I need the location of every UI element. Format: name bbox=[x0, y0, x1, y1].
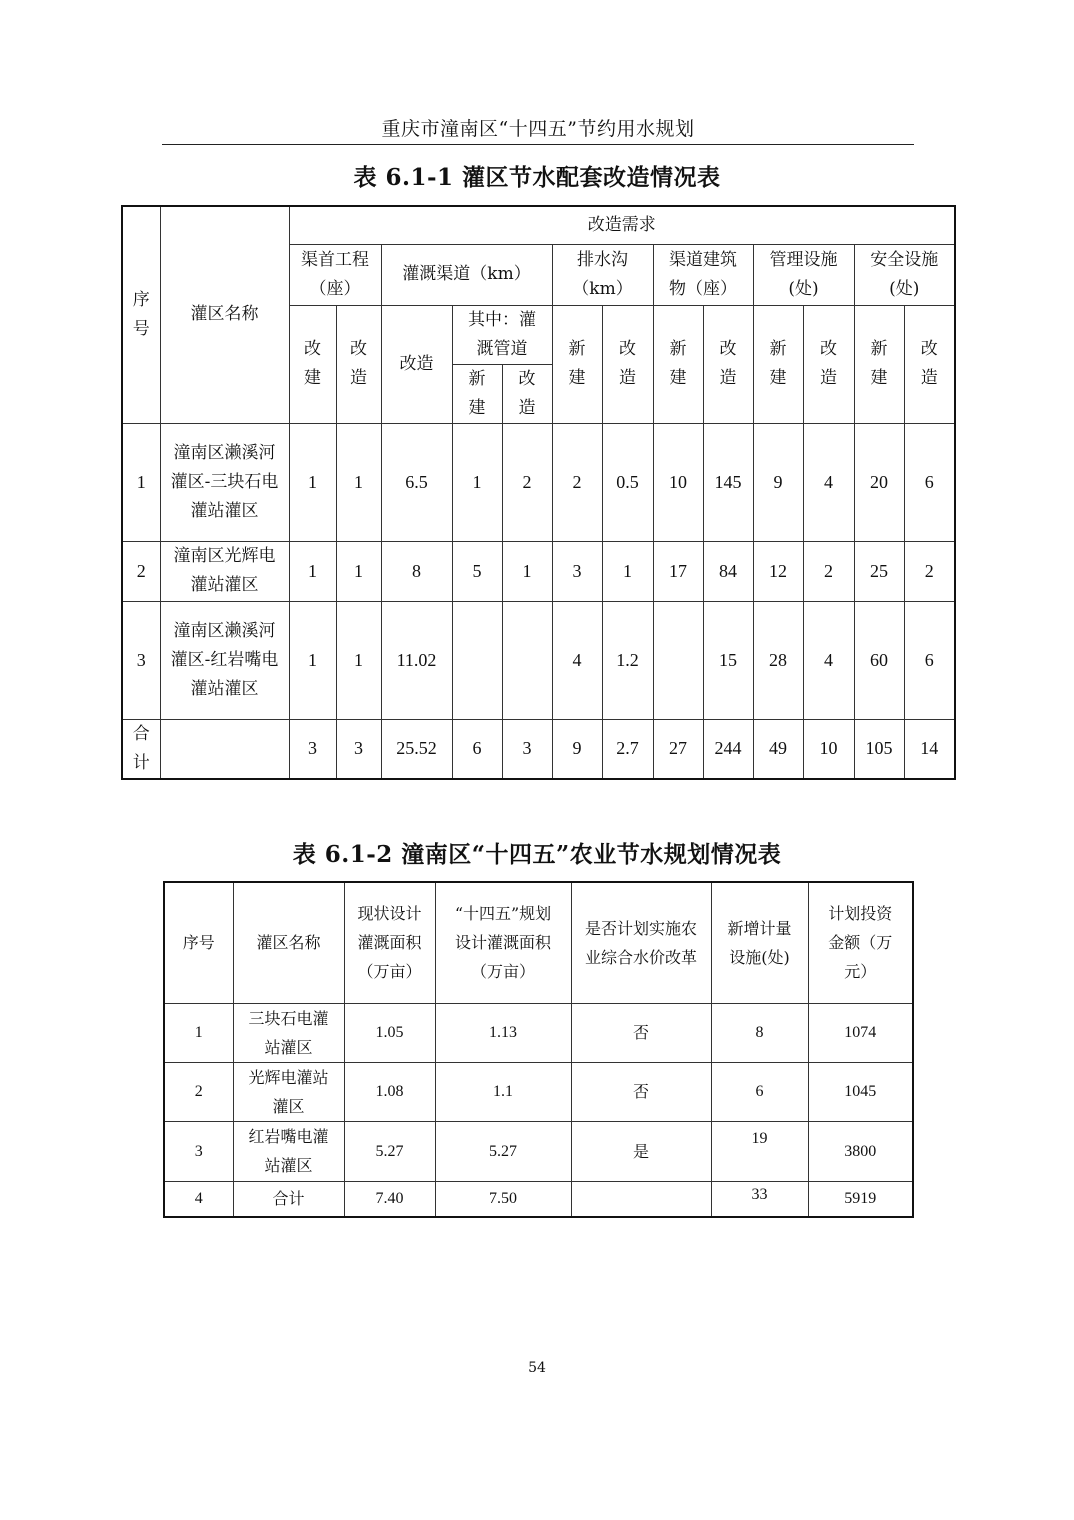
cell: 否 bbox=[571, 1062, 711, 1121]
cell: 84 bbox=[703, 541, 753, 601]
header-mgmt: 管理设施(处) bbox=[753, 244, 854, 305]
cell: 3 bbox=[552, 541, 602, 601]
table-row bbox=[122, 541, 955, 601]
header-drain-new: 新建 bbox=[552, 305, 602, 423]
header-name: 灌区名称 bbox=[160, 206, 289, 423]
document-header-title: 重庆市潼南区“十四五”节约用水规划 bbox=[381, 118, 695, 140]
t2-header-investment: 计划投资金额（万元） bbox=[808, 882, 913, 1003]
cell: 1 bbox=[336, 541, 381, 601]
cell: 10 bbox=[653, 423, 703, 541]
cell: 7.40 bbox=[344, 1181, 435, 1217]
cell: 1 bbox=[336, 423, 381, 541]
agri-water-saving-table bbox=[163, 881, 914, 1218]
cell: 11.02 bbox=[381, 601, 452, 719]
cell bbox=[452, 601, 502, 719]
cell: 2.7 bbox=[602, 719, 653, 779]
cell: 3 bbox=[336, 719, 381, 779]
cell: 4 bbox=[803, 601, 854, 719]
header-demand: 改造需求 bbox=[289, 206, 955, 244]
cell: 244 bbox=[703, 719, 753, 779]
row-name: 潼南区濑溪河灌区-三块石电灌站灌区 bbox=[160, 423, 289, 541]
header-pipe-new: 新建 bbox=[452, 364, 502, 423]
header-rule bbox=[162, 144, 914, 145]
page-number: 54 bbox=[528, 1360, 546, 1376]
cell: 5 bbox=[452, 541, 502, 601]
header-mgmt-new: 新建 bbox=[753, 305, 803, 423]
header-seq: 序号 bbox=[122, 206, 160, 423]
cell: 6 bbox=[452, 719, 502, 779]
header-canal: 灌溉渠道（km） bbox=[381, 244, 552, 305]
cell: 1 bbox=[289, 601, 336, 719]
cell: 是 bbox=[571, 1121, 711, 1181]
header-pipe: 其中：灌溉管道 bbox=[452, 305, 552, 364]
row-seq: 3 bbox=[122, 601, 160, 719]
t2-header-seq: 序号 bbox=[164, 882, 233, 1003]
row-name: 潼南区濑溪河灌区-红岩嘴电灌站灌区 bbox=[160, 601, 289, 719]
cell: 1 bbox=[336, 601, 381, 719]
header-building-renovate: 改造 bbox=[703, 305, 753, 423]
cell: 三块石电灌站灌区 bbox=[233, 1003, 344, 1062]
table-row bbox=[164, 1121, 913, 1181]
cell: 1.1 bbox=[435, 1062, 571, 1121]
table-row-total bbox=[164, 1181, 913, 1217]
cell: 28 bbox=[753, 601, 803, 719]
cell: 6.5 bbox=[381, 423, 452, 541]
cell: 4 bbox=[164, 1181, 233, 1217]
t2-header-name: 灌区名称 bbox=[233, 882, 344, 1003]
table-row-total bbox=[122, 719, 955, 779]
cell: 1 bbox=[452, 423, 502, 541]
t2-header-planned-area: “十四五”规划设计灌溉面积（万亩） bbox=[435, 882, 571, 1003]
header-headworks-renovate: 改造 bbox=[336, 305, 381, 423]
cell: 25.52 bbox=[381, 719, 452, 779]
table-row bbox=[164, 1003, 913, 1062]
table2-caption: 表 6.1-2 潼南区“十四五”农业节水规划情况表 bbox=[292, 841, 782, 868]
cell: 7.50 bbox=[435, 1181, 571, 1217]
cell: 2 bbox=[552, 423, 602, 541]
cell: 105 bbox=[854, 719, 904, 779]
cell: 8 bbox=[381, 541, 452, 601]
cell: 4 bbox=[552, 601, 602, 719]
header-safety-renovate: 改造 bbox=[904, 305, 955, 423]
cell: 5.27 bbox=[344, 1121, 435, 1181]
cell: 14 bbox=[904, 719, 955, 779]
header-headworks-renovate-alt: 改建 bbox=[289, 305, 336, 423]
cell: 1 bbox=[164, 1003, 233, 1062]
cell: 1 bbox=[502, 541, 552, 601]
cell: 3800 bbox=[808, 1121, 913, 1181]
cell: 33 bbox=[711, 1181, 808, 1217]
table-row bbox=[164, 1062, 913, 1121]
row-name bbox=[160, 719, 289, 779]
cell: 1.05 bbox=[344, 1003, 435, 1062]
row-seq: 1 bbox=[122, 423, 160, 541]
header-building-new: 新建 bbox=[653, 305, 703, 423]
cell: 49 bbox=[753, 719, 803, 779]
row-name: 潼南区光辉电灌站灌区 bbox=[160, 541, 289, 601]
cell: 10 bbox=[803, 719, 854, 779]
cell bbox=[502, 601, 552, 719]
cell: 19 bbox=[711, 1121, 808, 1181]
cell: 8 bbox=[711, 1003, 808, 1062]
cell: 9 bbox=[552, 719, 602, 779]
header-building: 渠道建筑物（座） bbox=[653, 244, 753, 305]
header-headworks: 渠首工程（座） bbox=[289, 244, 381, 305]
cell: 6 bbox=[904, 601, 955, 719]
cell: 15 bbox=[703, 601, 753, 719]
cell: 1 bbox=[289, 541, 336, 601]
table-row bbox=[122, 423, 955, 541]
cell: 20 bbox=[854, 423, 904, 541]
table1-caption: 表 6.1-1 灌区节水配套改造情况表 bbox=[353, 164, 721, 191]
cell: 2 bbox=[904, 541, 955, 601]
cell: 145 bbox=[703, 423, 753, 541]
cell: 红岩嘴电灌站灌区 bbox=[233, 1121, 344, 1181]
header-canal-renovate: 改造 bbox=[381, 305, 452, 423]
cell: 5919 bbox=[808, 1181, 913, 1217]
row-seq: 2 bbox=[122, 541, 160, 601]
cell: 1 bbox=[289, 423, 336, 541]
row-seq: 合计 bbox=[122, 719, 160, 779]
t2-header-price-reform: 是否计划实施农业综合水价改革 bbox=[571, 882, 711, 1003]
header-safety: 安全设施(处) bbox=[854, 244, 955, 305]
cell: 6 bbox=[904, 423, 955, 541]
cell: 1045 bbox=[808, 1062, 913, 1121]
cell: 合计 bbox=[233, 1181, 344, 1217]
cell: 2 bbox=[502, 423, 552, 541]
header-safety-new: 新建 bbox=[854, 305, 904, 423]
table-row bbox=[122, 601, 955, 719]
cell: 17 bbox=[653, 541, 703, 601]
cell: 5.27 bbox=[435, 1121, 571, 1181]
cell: 否 bbox=[571, 1003, 711, 1062]
cell: 4 bbox=[803, 423, 854, 541]
cell bbox=[653, 601, 703, 719]
cell: 9 bbox=[753, 423, 803, 541]
header-mgmt-renovate: 改造 bbox=[803, 305, 854, 423]
cell: 0.5 bbox=[602, 423, 653, 541]
t2-header-meters: 新增计量设施(处) bbox=[711, 882, 808, 1003]
t2-header-current-area: 现状设计灌溉面积（万亩） bbox=[344, 882, 435, 1003]
cell: 25 bbox=[854, 541, 904, 601]
cell: 12 bbox=[753, 541, 803, 601]
cell: 1 bbox=[602, 541, 653, 601]
cell: 3 bbox=[502, 719, 552, 779]
cell: 1.08 bbox=[344, 1062, 435, 1121]
cell: 1.13 bbox=[435, 1003, 571, 1062]
cell: 6 bbox=[711, 1062, 808, 1121]
cell: 27 bbox=[653, 719, 703, 779]
cell: 光辉电灌站灌区 bbox=[233, 1062, 344, 1121]
header-drain: 排水沟（km） bbox=[552, 244, 653, 305]
irrigation-renovation-table bbox=[121, 205, 956, 780]
header-pipe-renovate: 改造 bbox=[502, 364, 552, 423]
cell: 3 bbox=[164, 1121, 233, 1181]
cell: 1.2 bbox=[602, 601, 653, 719]
cell: 2 bbox=[803, 541, 854, 601]
cell: 3 bbox=[289, 719, 336, 779]
cell: 2 bbox=[164, 1062, 233, 1121]
cell: 1074 bbox=[808, 1003, 913, 1062]
cell: 60 bbox=[854, 601, 904, 719]
cell bbox=[571, 1181, 711, 1217]
header-drain-renovate: 改造 bbox=[602, 305, 653, 423]
